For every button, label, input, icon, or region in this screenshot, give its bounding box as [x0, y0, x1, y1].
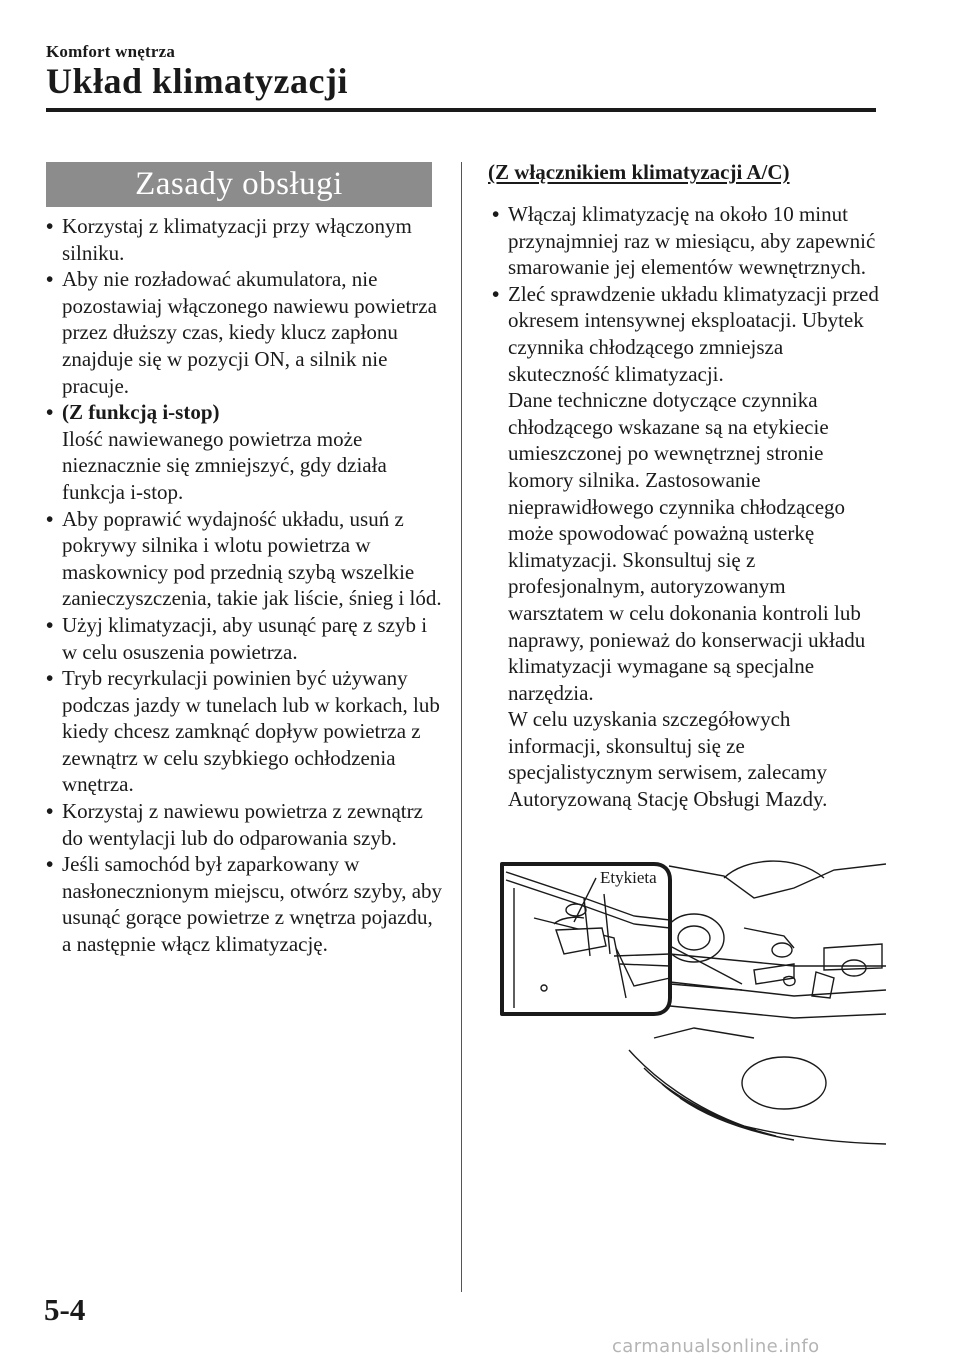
figure-callout-label: Etykieta [600, 868, 657, 887]
bullet-icon: • [46, 400, 54, 425]
bullet-icon: • [46, 612, 54, 637]
list-item [46, 506, 446, 612]
watermark: carmanualsonline.info [612, 1336, 820, 1357]
bullet-icon: • [46, 852, 54, 877]
list-item-text: Zleć sprawdzenie układu klimatyzacji przed okresem intensywnej eksploatacji. Ubytek czynnika chłodzącego zmniejsza skuteczność klimatyzacji. [508, 281, 879, 386]
list-item [46, 798, 446, 851]
list-item-heading: (Z funkcją i-stop) [62, 400, 220, 425]
list-item-text: Aby nie rozładować akumulatora, nie pozostawiaj włączonego nawiewu powietrza przez dłuższy czas, kiedy klucz zapłonu znajduje się w pozycji ON, a silnik nie pracuje. [62, 267, 437, 398]
list-item [492, 281, 884, 813]
list-item-text: Włączaj klimatyzację na około 10 minut przynajmniej raz w miesiącu, aby zapewnić smarowanie jej elementów wewnętrznych. [508, 202, 876, 280]
list-item [46, 612, 446, 665]
column-divider [461, 162, 462, 1292]
list-item-text: Użyj klimatyzacji, aby usunąć parę z szyb i w celu osuszenia powietrza. [62, 612, 428, 664]
bullet-icon: • [46, 506, 54, 531]
list-item-text: Korzystaj z klimatyzacji przy włączonym silniku. [62, 214, 412, 265]
topic-bar: Zasady obsługi [46, 162, 432, 207]
list-item [46, 213, 446, 266]
list-item-text: Aby poprawić wydajność układu, usuń z pokrywy silnika i wlotu powietrza w maskownicy pod przednią szybą wszelkie zanieczyszczenia, takie jak liście, śnieg i lód. [62, 506, 442, 611]
list-item-note: W celu uzyskania szczegółowych informacji, skonsultuj się ze specjalistycznym serwisem, zalecamy Autoryzowaną Stację Obsługi Mazdy. [508, 707, 828, 812]
bullet-icon: • [46, 267, 54, 292]
list-item-text: Tryb recyrkulacji powinien być używany podczas jazdy w tunelach lub w korkach, lub kiedy chcesz zamknąć dopływ powietrza z zewnątrz w celu szybkiego ochłodzenia wnętrza. [62, 666, 440, 797]
bullet-icon: • [46, 799, 54, 824]
bullet-icon: • [492, 281, 500, 306]
list-item [46, 851, 446, 957]
page-number: 5-4 [44, 1292, 86, 1327]
list-item-note: Dane techniczne dotyczące czynnika chłodzącego wskazane są na etykiecie umieszczonej po wewnętrznej stronie komory silnika. Zastosowanie nieprawidłowego czynnika chłodzącego może spowodować poważną usterkę klimatyzacji. Skonsultuj się z profesjonalnym, autoryzowanym warsztatem w celu dokonania kontroli lub naprawy, ponieważ do konserwacji układu klimatyzacji wymagane są specjalne narzędzia. [508, 388, 866, 705]
bullet-icon: • [492, 202, 500, 226]
list-item-text: Korzystaj z nawiewu powietrza z zewnątrz do wentylacji lub do odparowania szyb. [62, 799, 423, 850]
list-item [46, 399, 446, 505]
list-item [46, 665, 446, 798]
left-bullet-list [46, 213, 446, 958]
right-bullet-list [492, 201, 884, 813]
header-rule [46, 108, 876, 112]
bullet-icon: • [46, 214, 54, 238]
list-item [46, 266, 446, 399]
list-item-text: Ilość nawiewanego powietrza może nieznacznie się zmniejszyć, gdy działa funkcja i-stop. [62, 426, 387, 504]
section-label: Komfort wnętrza [46, 42, 176, 61]
list-item [492, 201, 884, 281]
chapter-title: Układ klimatyzacji [46, 61, 348, 101]
engine-bay-illustration [494, 858, 886, 1148]
subheading: (Z włącznikiem klimatyzacji A/C) [488, 160, 790, 184]
list-item-text: Jeśli samochód był zaparkowany w nasłonecznionym miejscu, otwórz szyby, aby usunąć gorące powietrze z wnętrza pojazdu, a następnie włącz klimatyzację. [62, 852, 443, 957]
bullet-icon: • [46, 666, 54, 691]
